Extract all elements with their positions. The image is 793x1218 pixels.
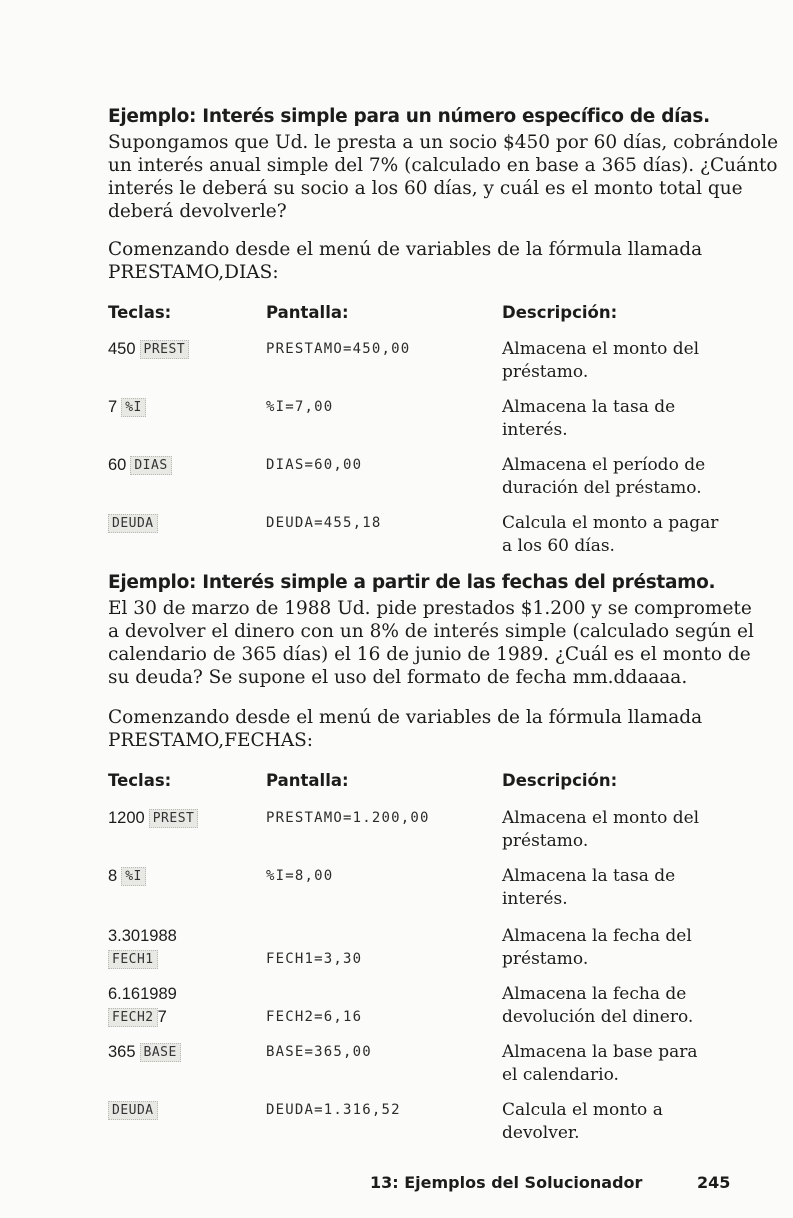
menu-key-interest[interactable]: %I (121, 867, 146, 886)
desc-line: duración del préstamo. (502, 478, 702, 498)
header-description: Descripción: (502, 303, 618, 322)
keys-cell (108, 454, 172, 477)
header-keys: Teclas: (108, 303, 172, 322)
desc-line: interés. (502, 889, 568, 909)
keys-cell (108, 1099, 158, 1122)
desc-line: devolución del dinero. (502, 1007, 694, 1027)
display-readout: FECH2=6,16 (266, 1009, 363, 1025)
description-cell (502, 454, 742, 500)
desc-line: préstamo. (502, 949, 589, 969)
description-cell (502, 807, 742, 853)
paragraph-line: interés le deberá su socio a los 60 días, y cuál es el monto total que (108, 178, 743, 199)
desc-line: préstamo. (502, 831, 589, 851)
keys-cell (108, 925, 177, 971)
example2-paragraph (108, 597, 754, 689)
intro-line: Comenzando desde el menú de variables de la fórmula llamada (108, 239, 703, 260)
keys-cell (108, 396, 146, 419)
key-entry: 365 (108, 1043, 136, 1061)
desc-line: Almacena la fecha de (502, 984, 687, 1004)
key-entry: 8 (108, 867, 118, 885)
header-display: Pantalla: (266, 771, 349, 790)
desc-line: Almacena la tasa de (502, 397, 676, 417)
description-cell (502, 1041, 742, 1087)
desc-line: préstamo. (502, 362, 589, 382)
keys-cell (108, 807, 198, 830)
desc-line: Calcula el monto a pagar (502, 513, 719, 533)
display-readout: DIAS=60,00 (266, 457, 363, 473)
intro-line: Comenzando desde el menú de variables de la fórmula llamada (108, 707, 703, 728)
example2-title: Ejemplo: Interés simple a partir de las fechas del préstamo. (108, 572, 716, 593)
display-readout: DEUDA=1.316,52 (266, 1102, 401, 1118)
desc-line: Almacena la base para (502, 1042, 698, 1062)
paragraph-line: deberá devolverle? (108, 201, 287, 222)
key-entry: 6.161989 (108, 985, 177, 1003)
menu-key-prest[interactable]: PREST (149, 809, 199, 828)
menu-key-base[interactable]: BASE (140, 1043, 181, 1062)
example1-title: Ejemplo: Interés simple para un número específico de días. (108, 106, 710, 127)
display-readout: BASE=365,00 (266, 1044, 372, 1060)
description-cell (502, 338, 742, 384)
example2-intro (108, 706, 702, 752)
key-entry-suffix: 7 (157, 1008, 167, 1026)
menu-key-deuda[interactable]: DEUDA (108, 1101, 158, 1120)
menu-key-fech2[interactable]: FECH2 (108, 1008, 158, 1027)
description-cell (502, 983, 742, 1029)
desc-line: a los 60 días. (502, 536, 615, 556)
menu-key-deuda[interactable]: DEUDA (108, 514, 158, 533)
key-entry: 450 (108, 340, 136, 358)
key-entry: 7 (108, 398, 118, 416)
desc-line: interés. (502, 420, 568, 440)
desc-line: Almacena el período de (502, 455, 706, 475)
display-readout: %I=8,00 (266, 868, 334, 884)
desc-line: el calendario. (502, 1065, 619, 1085)
key-entry: 60 (108, 456, 127, 474)
paragraph-line: calendario de 365 días) el 16 de junio de 1989. ¿Cuál es el monto de (108, 644, 751, 665)
keys-cell (108, 512, 158, 535)
keys-cell (108, 865, 146, 888)
paragraph-line: su deuda? Se supone el uso del formato de fecha mm.ddaaaa. (108, 667, 688, 688)
display-readout: FECH1=3,30 (266, 951, 363, 967)
paragraph-line: a devolver el dinero con un 8% de interés simple (calculado según el (108, 621, 754, 642)
footer-chapter: 13: Ejemplos del Solucionador (370, 1173, 643, 1192)
key-entry: 3.301988 (108, 927, 177, 945)
desc-line: Almacena la fecha del (502, 926, 692, 946)
keys-cell (108, 983, 177, 1029)
paragraph-line: El 30 de marzo de 1988 Ud. pide prestados $1.200 y se compromete (108, 598, 752, 619)
display-readout: %I=7,00 (266, 399, 334, 415)
desc-line: Almacena el monto del (502, 339, 700, 359)
description-cell (502, 1099, 742, 1145)
intro-line: PRESTAMO,DIAS: (108, 262, 279, 283)
footer-page-number: 245 (697, 1173, 731, 1192)
key-entry: 1200 (108, 809, 145, 827)
intro-line: PRESTAMO,FECHAS: (108, 730, 314, 751)
description-cell (502, 865, 742, 911)
paragraph-line: un interés anual simple del 7% (calculado en base a 365 días). ¿Cuánto (108, 155, 778, 176)
display-readout: PRESTAMO=450,00 (266, 341, 411, 357)
paragraph-line: Supongamos que Ud. le presta a un socio $450 por 60 días, cobrándole (108, 132, 779, 153)
display-readout: PRESTAMO=1.200,00 (266, 810, 430, 826)
menu-key-interest[interactable]: %I (121, 398, 146, 417)
header-display: Pantalla: (266, 303, 349, 322)
description-cell (502, 925, 742, 971)
desc-line: Almacena el monto del (502, 808, 700, 828)
menu-key-fech1[interactable]: FECH1 (108, 950, 158, 969)
keys-cell (108, 1041, 181, 1064)
desc-line: Calcula el monto a (502, 1100, 663, 1120)
keys-cell (108, 338, 189, 361)
menu-key-prest[interactable]: PREST (140, 340, 190, 359)
description-cell (502, 396, 742, 442)
example1-intro (108, 238, 702, 284)
desc-line: Almacena la tasa de (502, 866, 676, 886)
desc-line: devolver. (502, 1123, 580, 1143)
header-description: Descripción: (502, 771, 618, 790)
header-keys: Teclas: (108, 771, 172, 790)
example1-paragraph (108, 131, 778, 223)
menu-key-dias[interactable]: DIAS (130, 456, 171, 475)
display-readout: DEUDA=455,18 (266, 515, 382, 531)
description-cell (502, 512, 742, 558)
